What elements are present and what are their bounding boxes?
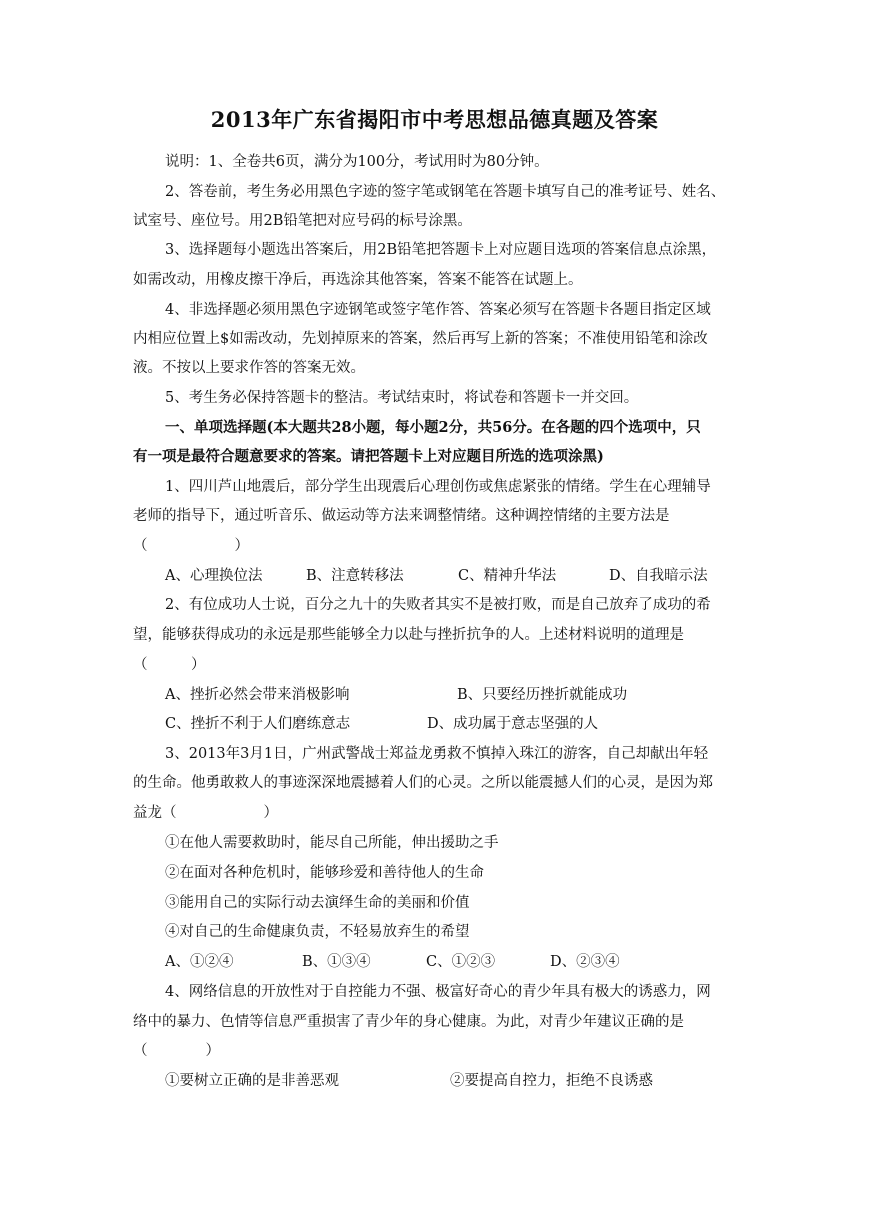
question-text: 络中的暴力、色情等信息严重损害了青少年的身心健康。为此，对青少年建议正确的是 — [133, 1014, 684, 1030]
instruction-line: 5、考生务必保持答题卡的整洁。考试结束时，将试卷和答题卡一并交回。 — [165, 390, 639, 406]
option: A、挫折必然会带来消极影响 — [165, 687, 350, 703]
option: D、②③④ — [550, 954, 620, 970]
section-heading: 有一项是最符合题意要求的答案。请把答题卡上对应题目所选的选项涂黑) — [133, 448, 604, 465]
statement: ③能用自己的实际行动去演绎生命的美丽和价值 — [165, 895, 470, 911]
instruction-line: 2、答卷前，考生务必用黑色字迹的签字笔或钢笔在答题卡填写自己的准考证号、姓名、 — [165, 184, 726, 200]
answer-blank: （ ） — [133, 538, 249, 554]
instruction-line: 3、选择题每小题选出答案后，用2B铅笔把答题卡上对应题目选项的答案信息点涂黑， — [165, 242, 717, 258]
instruction-line: 4、非选择题必须用黑色字迹钢笔或签字笔作答、答案必须写在答题卡各题目指定区域 — [165, 302, 711, 318]
instruction-line: 内相应位置上$如需改动，先划掉原来的答案，然后再写上新的答案；不准使用铅笔和涂改 — [133, 331, 708, 347]
option: A、心理换位法 — [165, 568, 263, 584]
question-text: 3、2013年3月1日，广州武警战士郑益龙勇救不慎掉入珠江的游客，自己却献出年轻 — [165, 746, 709, 762]
section-heading: 一、单项选择题(本大题共28小题，每小题2分，共56分。在各题的四个选项中，只 — [165, 419, 701, 436]
question-text: 2、有位成功人士说，百分之九十的失败者其实不是被打败，而是自己放弃了成功的希 — [165, 597, 711, 613]
question-text: 的生命。他勇敢救人的事迹深深地震撼着人们的心灵。之所以能震撼人们的心灵，是因为郑 — [133, 775, 713, 791]
statement: ①在他人需要救助时，能尽自己所能，伸出援助之手 — [165, 835, 499, 851]
option: D、自我暗示法 — [609, 568, 708, 584]
instruction-line: 试室号、座位号。用2B铅笔把对应号码的标号涂黑。 — [133, 213, 472, 229]
document-title: 2013年广东省揭阳市中考思想品德真题及答案 — [210, 107, 659, 132]
question-text: 老师的指导下，通过听音乐、做运动等方法来调整情绪。这种调控情绪的主要方法是 — [133, 508, 670, 524]
question-text: 4、网络信息的开放性对于自控能力不强、极富好奇心的青少年具有极大的诱惑力，网 — [165, 984, 711, 1000]
option: B、①③④ — [302, 954, 371, 970]
instruction-line: 液。不按以上要求作答的答案无效。 — [133, 360, 365, 376]
question-text: 1、四川芦山地震后，部分学生出现震后心理创伤或焦虑紧张的情绪。学生在心理辅导 — [165, 479, 711, 495]
option: D、成功属于意志坚强的人 — [427, 716, 599, 732]
question-text: 益龙（ ） — [133, 805, 278, 821]
answer-blank: （ ） — [133, 1043, 220, 1059]
instruction-line: 说明：1、全卷共6页，满分为100分，考试用时为80分钟。 — [165, 154, 549, 170]
answer-blank: （ ） — [133, 657, 206, 673]
instruction-line: 如需改动，用橡皮擦干净后，再选涂其他答案，答案不能答在试题上。 — [133, 272, 583, 288]
statement: ②要提高自控力，拒绝不良诱惑 — [450, 1073, 653, 1089]
statement: ①要树立正确的是非善恶观 — [165, 1073, 339, 1089]
statement: ②在面对各种危机时，能够珍爱和善待他人的生命 — [165, 865, 484, 881]
option: C、①②③ — [426, 954, 496, 970]
option: B、注意转移法 — [306, 568, 404, 584]
option: B、只要经历挫折就能成功 — [457, 687, 628, 703]
option: A、①②④ — [165, 954, 234, 970]
question-text: 望，能够获得成功的永远是那些能够全力以赴与挫折抗争的人。上述材料说明的道理是 — [133, 627, 684, 643]
option: C、精神升华法 — [458, 568, 557, 584]
option: C、挫折不利于人们磨练意志 — [165, 716, 351, 732]
statement: ④对自己的生命健康负责，不轻易放弃生的希望 — [165, 924, 470, 940]
